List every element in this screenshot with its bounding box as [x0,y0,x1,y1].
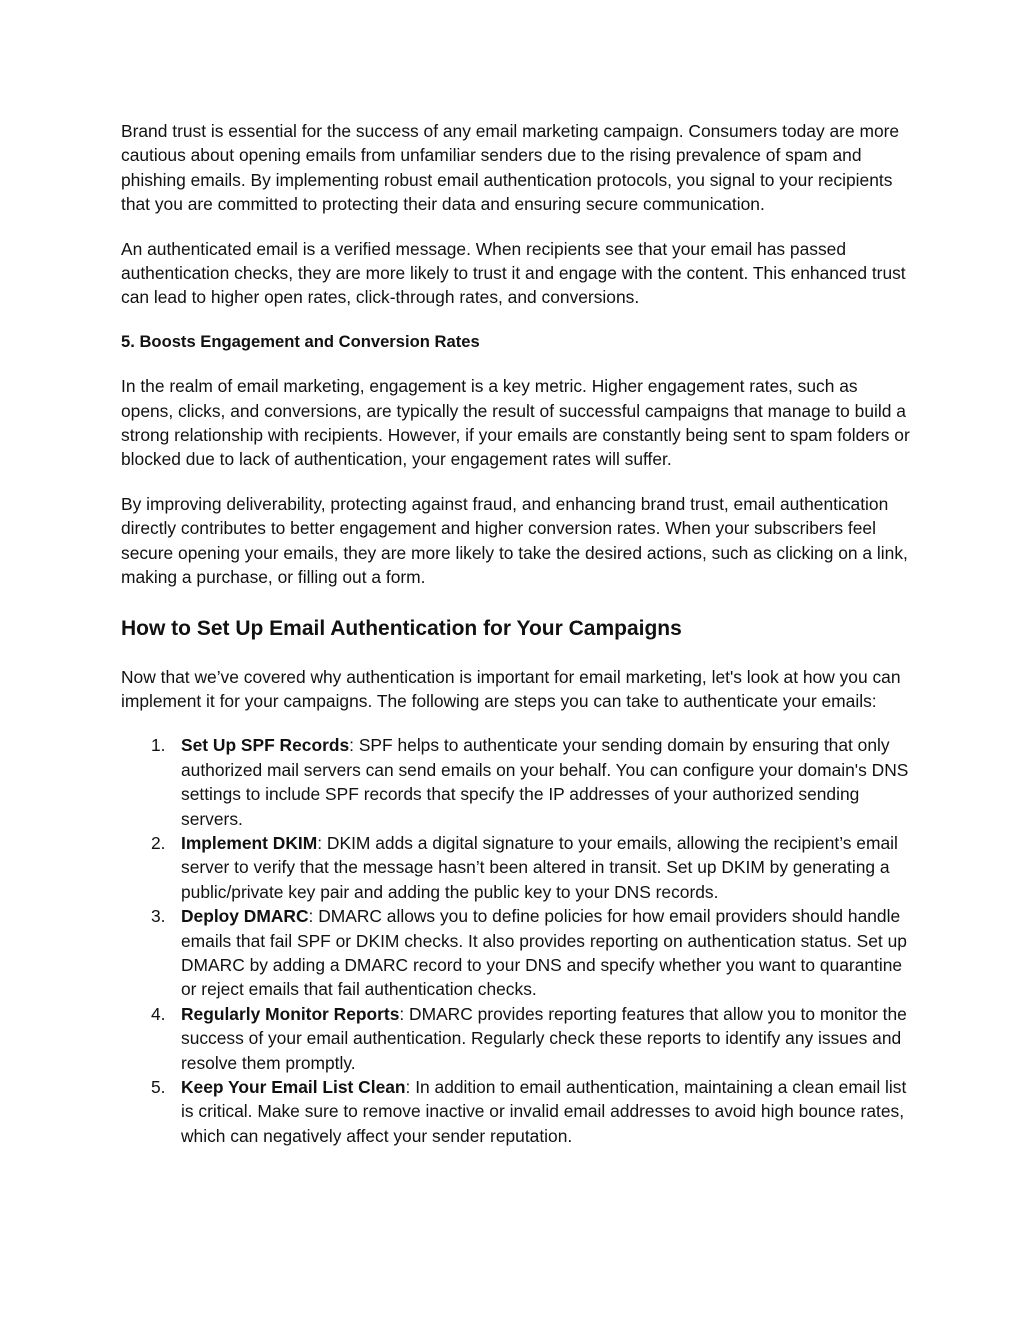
page-heading-setup: How to Set Up Email Authentication for Your Campaigns [121,616,682,640]
step-text: : In addition to email authentication, maintaining a clean email list is critical. Make sure to remove inactive or invalid email addresses to avoid high bounce rates, which can negatively affect your sender reputation. [181,1077,907,1146]
step-text: : SPF helps to authenticate your sending domain by ensuring that only authorized mail servers can send emails on your behalf. You can configure your domain's DNS settings to include SPF records that specify the IP addresses of your authorized sending servers. [181,735,909,829]
step-text: : DMARC allows you to define policies for how email providers should handle emails that fail SPF or DKIM checks. It also provides reporting on authentication status. Set up DMARC by adding a DMARC record to your DNS and specify whether you want to quarantine or reject emails that fail authentication checks. [181,906,907,1000]
paragraph-brand-trust: Brand trust is essential for the success of any email marketing campaign. Consumers today are more cautious about opening emails from unfamiliar senders due to the rising prevalence of spam and phishing emails. By implementing robust email authentication protocols, you signal to your recipients that you are committed to protecting their data and ensuring secure communication. [121,121,900,215]
document-page [121,119,911,1148]
step-text: : DKIM adds a digital signature to your emails, allowing the recipient’s email server to verify that the message hasn’t been altered in transit. Set up DKIM by generating a public/private key pair and adding the public key to your DNS records. [181,832,898,902]
paragraph-setup-intro: Now that we’ve covered why authentication is important for email marketing, let's look at how you can implement it for your campaigns. The following are steps you can take to authenticate your emails: [121,666,901,711]
step-term: Regularly Monitor Reports [181,1003,400,1024]
section-heading-engagement: 5. Boosts Engagement and Conversion Rates [121,331,480,351]
list-number: 5. [151,1077,166,1097]
list-item [121,733,911,831]
list-item [121,1075,911,1148]
paragraph-engagement-conversion: By improving deliverability, protecting against fraud, and enhancing brand trust, email authentication directly contributes to better engagement and higher conversion rates. When your subscribers feel secure opening your emails, they are more likely to take the desired actions, such as clicking on a link, making a purchase, or filling out a form. [121,493,908,588]
list-number: 3. [151,906,166,927]
list-number: 2. [151,832,166,853]
step-term: Set Up SPF Records [181,735,350,756]
step-term: Deploy DMARC [181,906,309,927]
list-number: 4. [151,1003,166,1024]
step-term: Keep Your Email List Clean [181,1077,406,1097]
list-number: 1. [151,735,166,756]
paragraph-authenticated-email: An authenticated email is a verified message. When recipients see that your email has passed authentication checks, they are more likely to trust it and engage with the content. This enhanced trust can lead to higher open rates, click-through rates, and conversions. [121,238,906,308]
steps-list [121,733,911,1148]
list-item [121,904,911,1002]
paragraph-engagement-metric: In the realm of email marketing, engagement is a key metric. Higher engagement rates, such as opens, clicks, and conversions, are typically the result of successful campaigns that manage to build a strong relationship with recipients. However, if your emails are constantly being sent to spam folders or blocked due to lack of authentication, your engagement rates will suffer. [121,376,910,470]
step-text: : DMARC provides reporting features that allow you to monitor the success of your email authentication. Regularly check these reports to identify any issues and resolve them promptly. [181,1003,907,1073]
step-term: Implement DKIM [181,832,318,853]
list-item [121,1002,911,1075]
list-item [121,831,911,904]
